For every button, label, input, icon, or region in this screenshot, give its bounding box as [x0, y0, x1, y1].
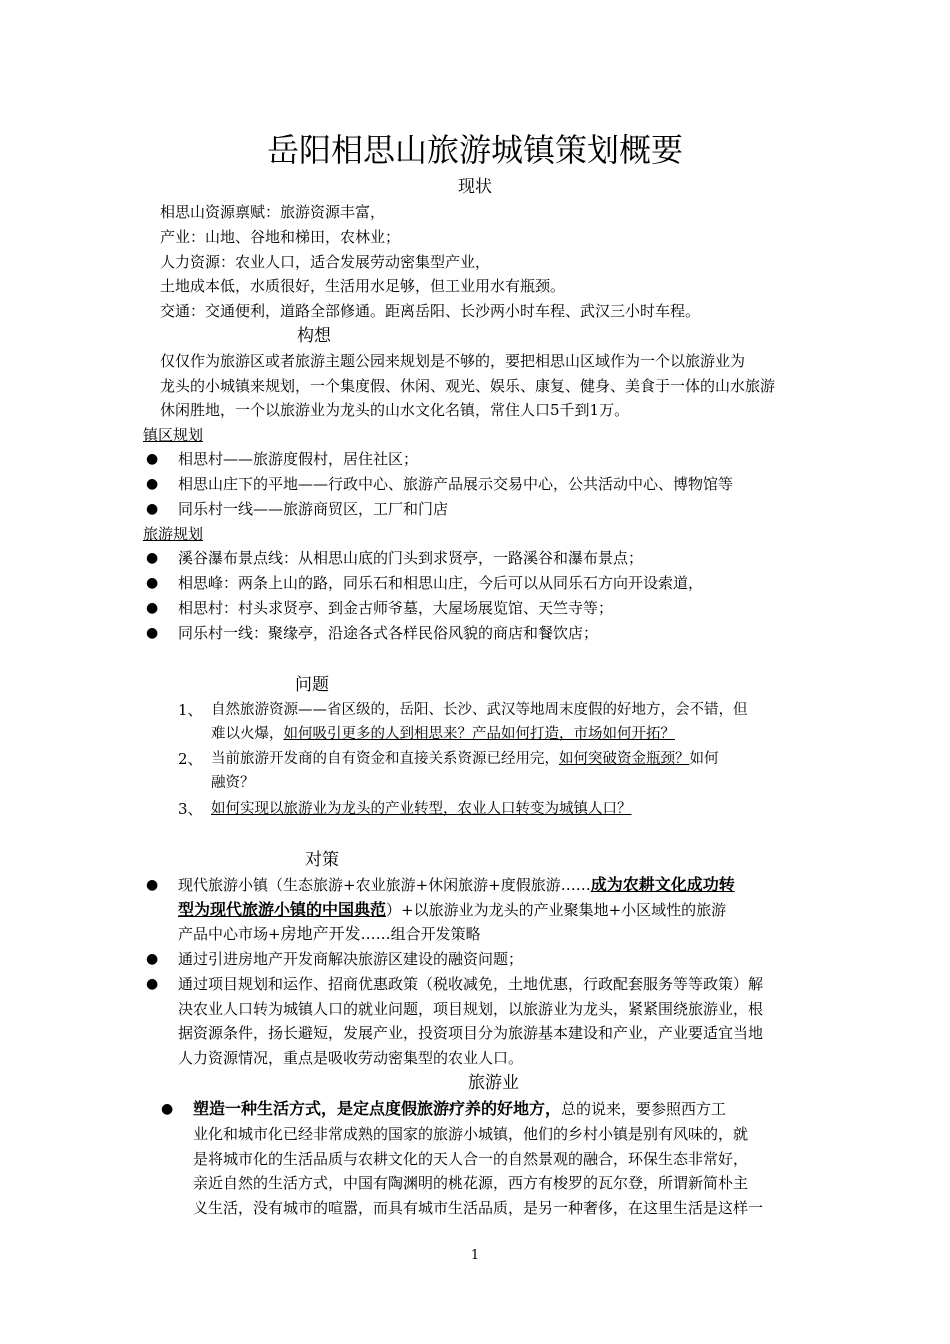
strategy-1-line1: [178, 873, 735, 897]
tourism-industry-lead: 塑造一种生活方式，是定点度假旅游疗养的好地方，: [193, 1099, 562, 1118]
tourism-plan-item: 相思峰：两条上山的路，同乐石和相思山庄，今后可以从同乐石方向开设索道，: [178, 574, 704, 592]
heading-strategy: 对策: [305, 850, 339, 870]
concept-line: 龙头的小城镇来规划，一个集度假、休闲、观光、娱乐、康复、健身、美食于一体的山水旅游: [160, 377, 776, 395]
problem-2-tail: 如何: [689, 751, 719, 767]
bullet: ●: [146, 451, 159, 467]
town-plan-item: 同乐村一线——旅游商贸区，工厂和门店: [178, 500, 449, 518]
bullet: ●: [146, 550, 159, 566]
heading-concept: 构想: [297, 326, 331, 346]
strategy-1-line3: [178, 922, 481, 946]
strategy-1-text: ）+以旅游业为龙头的产业聚集地+小区域性的旅游: [386, 901, 727, 919]
concept-line: 仅仅作为旅游区或者旅游主题公园来规划是不够的，要把相思山区域作为一个以旅游业为: [160, 352, 746, 370]
heading-status: 现状: [458, 177, 492, 197]
strategy-1-text: 现代旅游小镇（生态旅游+农业旅游+休闲旅游+度假旅游……: [178, 876, 591, 894]
document-title: 岳阳相思山旅游城镇策划概要: [266, 131, 683, 169]
problem-1-text: 难以火爆，: [211, 726, 284, 742]
tourism-industry-line: 业化和城市化已经非常成熟的国家的旅游小城镇，他们的乡村小镇是别有风味的，就: [193, 1125, 749, 1143]
tourism-plan-item: 同乐村一线：聚缘亭，沿途各式各样民俗风貌的商店和餐饮店；: [178, 624, 599, 642]
heading-town-plan: 镇区规划: [143, 426, 204, 444]
strategy-2: 通过引进房地产开发商解决旅游区建设的融资问题；: [178, 950, 524, 968]
tourism-industry-text: 总的说来，要参照西方工: [561, 1100, 727, 1118]
page-number: 1: [470, 1248, 480, 1263]
bullet: ●: [161, 1101, 174, 1117]
strategy-1-highlight: 型为现代旅游小镇的中国典范: [178, 900, 387, 919]
problem-1-question: 如何吸引更多的人到相思来？产品如何打造，市场如何开拓？: [283, 726, 675, 742]
bullet: ●: [146, 951, 159, 967]
tourism-industry-line: 是将城市化的生活品质与农耕文化的天人合一的自然景观的融合，环保生态非常好，: [193, 1150, 749, 1168]
tourism-plan-item: 溪谷瀑布景点线：从相思山底的门头到求贤亭，一路溪谷和瀑布景点；: [178, 549, 644, 567]
town-plan-item: 相思山庄下的平地——行政中心、旅游产品展示交易中心，公共活动中心、博物馆等: [178, 475, 734, 493]
status-line: 相思山资源禀赋：旅游资源丰富，: [160, 203, 386, 221]
strategy-1-highlight: 成为农耕文化成功转: [590, 875, 735, 894]
problem-3-question: 如何实现以旅游业为龙头的产业转型，农业人口转变为城镇人口？: [211, 801, 632, 817]
heading-tourism-plan: 旅游规划: [143, 525, 204, 543]
problem-2-line: [211, 747, 719, 771]
strategy-1-line2: [178, 898, 726, 922]
strategy-3-line: 决农业人口转为城镇人口的就业问题，项目规划，以旅游业为龙头，紧紧围绕旅游业，根: [178, 1000, 764, 1018]
strategy-3-line: 通过项目规划和运作、招商优惠政策（税收减免，土地优惠，行政配套服务等等政策）解: [178, 975, 764, 993]
problem-number: 1、: [178, 701, 203, 719]
strategy-3-line: 人力资源情况，重点是吸收劳动密集型的农业人口。: [178, 1049, 524, 1067]
bullet: ●: [146, 625, 159, 641]
problem-number: 2、: [178, 750, 203, 768]
problem-1-line: 自然旅游资源——省区级的，岳阳、长沙、武汉等地周末度假的好地方，会不错，但: [211, 702, 748, 718]
problem-1-line2: [211, 722, 675, 746]
tourism-plan-item: 相思村：村头求贤亭、到金古师爷墓，大屋场展览馆、天竺寺等；: [178, 599, 614, 617]
strategy-1-text: ……组合开发策略: [360, 925, 481, 943]
strategy-3-line: 据资源条件，扬长避短，发展产业，投资项目分为旅游基本建设和产业，产业要适宜当地: [178, 1024, 764, 1042]
bullet: ●: [146, 600, 159, 616]
tourism-industry-line1: [193, 1097, 726, 1121]
status-line: 土地成本低，水质很好，生活用水足够，但工业用水有瓶颈。: [160, 277, 566, 295]
strategy-1-text: 产品中心市场+: [178, 925, 281, 943]
bullet: ●: [146, 575, 159, 591]
concept-line: 休闲胜地，一个以旅游业为龙头的山水文化名镇，常住人口5千到1万。: [160, 401, 630, 419]
bullet: ●: [146, 501, 159, 517]
bullet: ●: [146, 976, 159, 992]
tourism-industry-line: 义生活，没有城市的喧嚣，而具有城市生活品质，是另一种奢侈，在这里生活是这样一: [193, 1199, 764, 1217]
town-plan-item: 相思村——旅游度假村，居住社区；: [178, 450, 419, 468]
heading-problems: 问题: [295, 675, 329, 695]
status-line: 产业：山地、谷地和梯田，农林业；: [160, 228, 401, 246]
tourism-industry-line: 亲近自然的生活方式，中国有陶渊明的桃花源，西方有梭罗的瓦尔登，所谓新简朴主: [193, 1174, 749, 1192]
status-line: 交通：交通便利，道路全部修通。距离岳阳、长沙两小时车程、武汉三小时车程。: [160, 302, 701, 320]
heading-tourism-industry: 旅游业: [468, 1073, 519, 1093]
bullet: ●: [146, 476, 159, 492]
status-line: 人力资源：农业人口，适合发展劳动密集型产业，: [160, 253, 491, 271]
problem-2-line2: 融资？: [211, 775, 255, 791]
problem-2-question: 如何突破资金瓶颈？: [559, 751, 690, 767]
problem-2-text: 当前旅游开发商的自有资金和直接关系资源已经用完，: [211, 751, 559, 767]
bullet: ●: [146, 877, 159, 893]
strategy-1-realestate: 房地产开发: [280, 924, 361, 943]
problem-number: 3、: [178, 800, 203, 818]
